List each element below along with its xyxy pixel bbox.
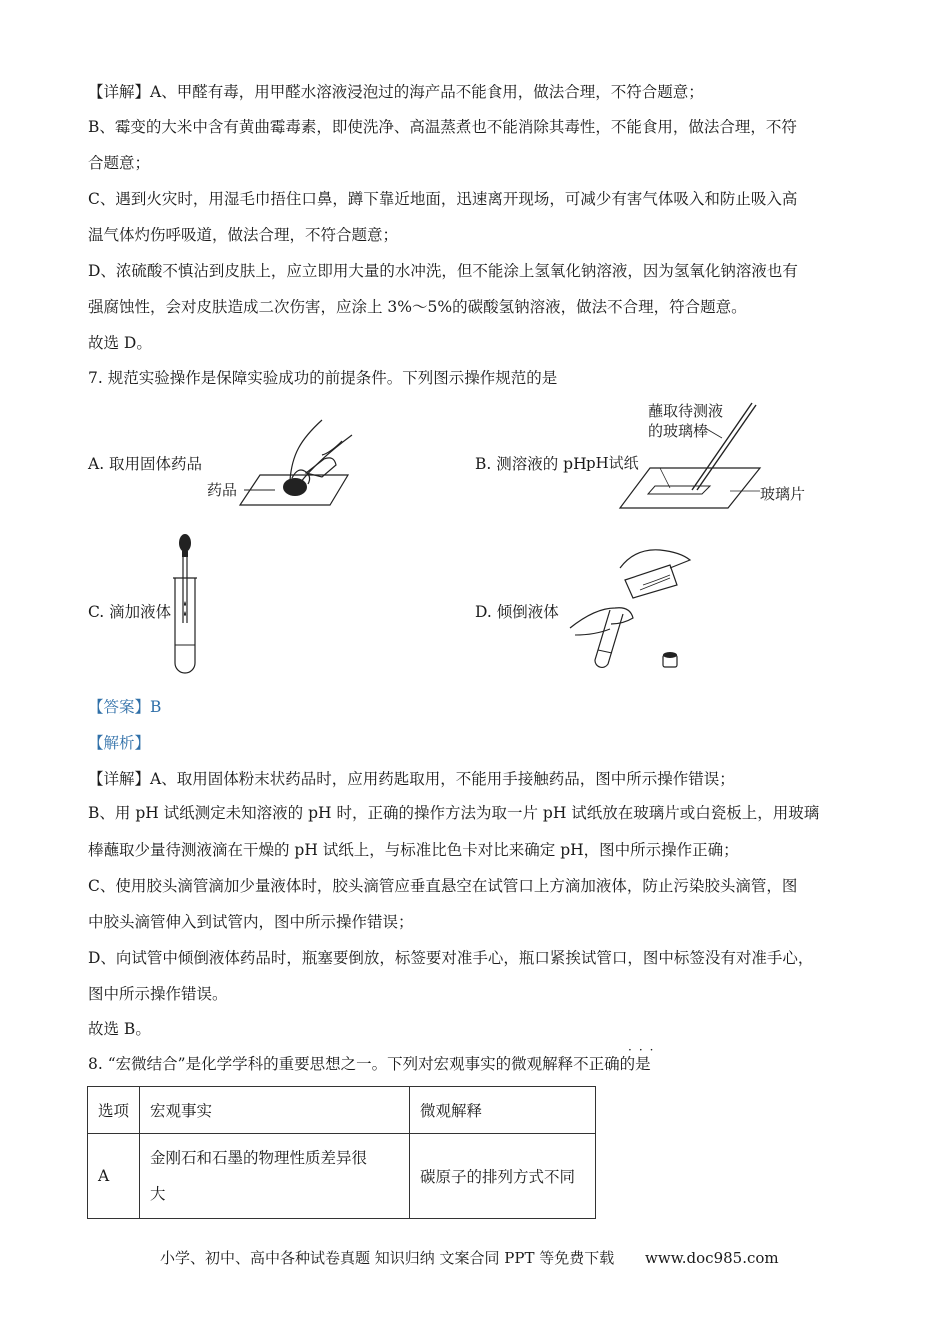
q6-detail-line-2: B、霉变的大米中含有黄曲霉毒素，即使洗净、高温蒸煮也不能消除其毒性，不能食用，做法合理，不符 bbox=[88, 118, 797, 136]
footer-left: 小学、初中、高中各种试卷真题 知识归纳 文案合同 PPT 等免费下载 bbox=[160, 1249, 615, 1267]
q6-detail-line-5: 温气体灼伤呼吸道，做法合理，不符合题意； bbox=[88, 226, 399, 244]
q7-analysis-heading: 【解析】 bbox=[88, 734, 151, 752]
q7-stem: 7. 规范实验操作是保障实验成功的前提条件。下列图示操作规范的是 bbox=[88, 369, 558, 387]
q8-table bbox=[87, 1086, 596, 1219]
q7-answer: 【答案】B bbox=[88, 698, 162, 716]
table-cell-option: A bbox=[88, 1134, 140, 1219]
q6-detail-line-3: 合题意； bbox=[88, 154, 151, 172]
q7-b-label-rod-1: 蘸取待测液 bbox=[648, 402, 724, 420]
q6-detail-line-1: 【详解】A、甲醛有毒，用甲醛水溶液浸泡过的海产品不能食用，做法合理，不符合题意； bbox=[88, 83, 704, 101]
q7-option-b: B. 测溶液的 pH bbox=[475, 455, 587, 473]
q8-stem: 8. “宏微结合”是化学学科的重要思想之一。下列对宏观事实的微观解释不正确的是 bbox=[88, 1055, 651, 1073]
q7-b-label-glass: 玻璃片 bbox=[760, 485, 806, 503]
table-cell-fact bbox=[140, 1134, 410, 1219]
q7-option-c: C. 滴加液体 bbox=[88, 603, 172, 621]
q7-b-illustration-icon bbox=[610, 398, 770, 513]
table-header-row bbox=[88, 1087, 596, 1134]
q7-option-d: D. 倾倒液体 bbox=[475, 603, 559, 621]
q6-detail-line-4: C、遇到火灾时，用湿毛巾捂住口鼻，蹲下靠近地面，迅速离开现场，可减少有害气体吸入和防止吸入高 bbox=[88, 190, 798, 208]
q7-detail-line-1: 【详解】A、取用固体粉末状药品时，应用药匙取用，不能用手接触药品，图中所示操作错误； bbox=[88, 770, 735, 788]
q7-conclusion: 故选 B。 bbox=[88, 1020, 151, 1038]
emphasis-dots: ··· bbox=[628, 1043, 661, 1057]
q7-option-a: A. 取用固体药品 bbox=[88, 455, 203, 473]
table-header-fact: 宏观事实 bbox=[140, 1087, 410, 1134]
fact-line-2: 大 bbox=[150, 1185, 166, 1203]
q7-a-label-drug: 药品 bbox=[207, 481, 238, 499]
q7-a-illustration-icon bbox=[230, 415, 365, 515]
q7-b-label-rod-2: 的玻璃棒 bbox=[648, 422, 709, 440]
q7-d-pouring-icon bbox=[565, 540, 700, 675]
q6-conclusion: 故选 D。 bbox=[88, 334, 152, 352]
q7-detail-line-6: D、向试管中倾倒液体药品时，瓶塞要倒放，标签要对准手心，瓶口紧挨试管口，图中标签没有对准手心， bbox=[88, 949, 814, 967]
fact-line-1: 金刚石和石墨的物理性质差异很 bbox=[150, 1149, 368, 1167]
q7-detail-line-2: B、用 pH 试纸测定未知溶液的 pH 时，正确的操作方法为取一片 pH 试纸放在玻璃片或白瓷板上，用玻璃 bbox=[88, 804, 820, 822]
table-cell-explain: 碳原子的排列方式不同 bbox=[410, 1134, 596, 1219]
q7-detail-line-3: 棒蘸取少量待测液滴在干燥的 pH 试纸上，与标准比色卡对比来确定 pH，图中所示操作正确； bbox=[88, 841, 739, 859]
q6-detail-line-7: 强腐蚀性，会对皮肤造成二次伤害，应涂上 3%～5%的碳酸氢钠溶液，做法不合理，符合题意。 bbox=[88, 298, 747, 316]
q7-c-dropper-icon bbox=[170, 533, 200, 673]
table-row bbox=[88, 1134, 596, 1219]
q6-detail-line-6: D、浓硫酸不慎沾到皮肤上，应立即用大量的水冲洗，但不能涂上氢氧化钠溶液，因为氢氧化钠溶液也有 bbox=[88, 262, 798, 280]
q7-detail-line-4: C、使用胶头滴管滴加少量液体时，胶头滴管应垂直悬空在试管口上方滴加液体，防止污染胶头滴管，图 bbox=[88, 877, 798, 895]
q7-detail-line-5: 中胶头滴管伸入到试管内，图中所示操作错误； bbox=[88, 913, 414, 931]
q7-b-label-ph-paper: pH试纸 bbox=[586, 454, 639, 472]
footer-text bbox=[160, 1247, 779, 1268]
table-header-explain: 微观解释 bbox=[410, 1087, 596, 1134]
table-header-option: 选项 bbox=[88, 1087, 140, 1134]
footer-url[interactable]: www.doc985.com bbox=[645, 1249, 779, 1267]
q7-detail-line-7: 图中所示操作错误。 bbox=[88, 985, 228, 1003]
